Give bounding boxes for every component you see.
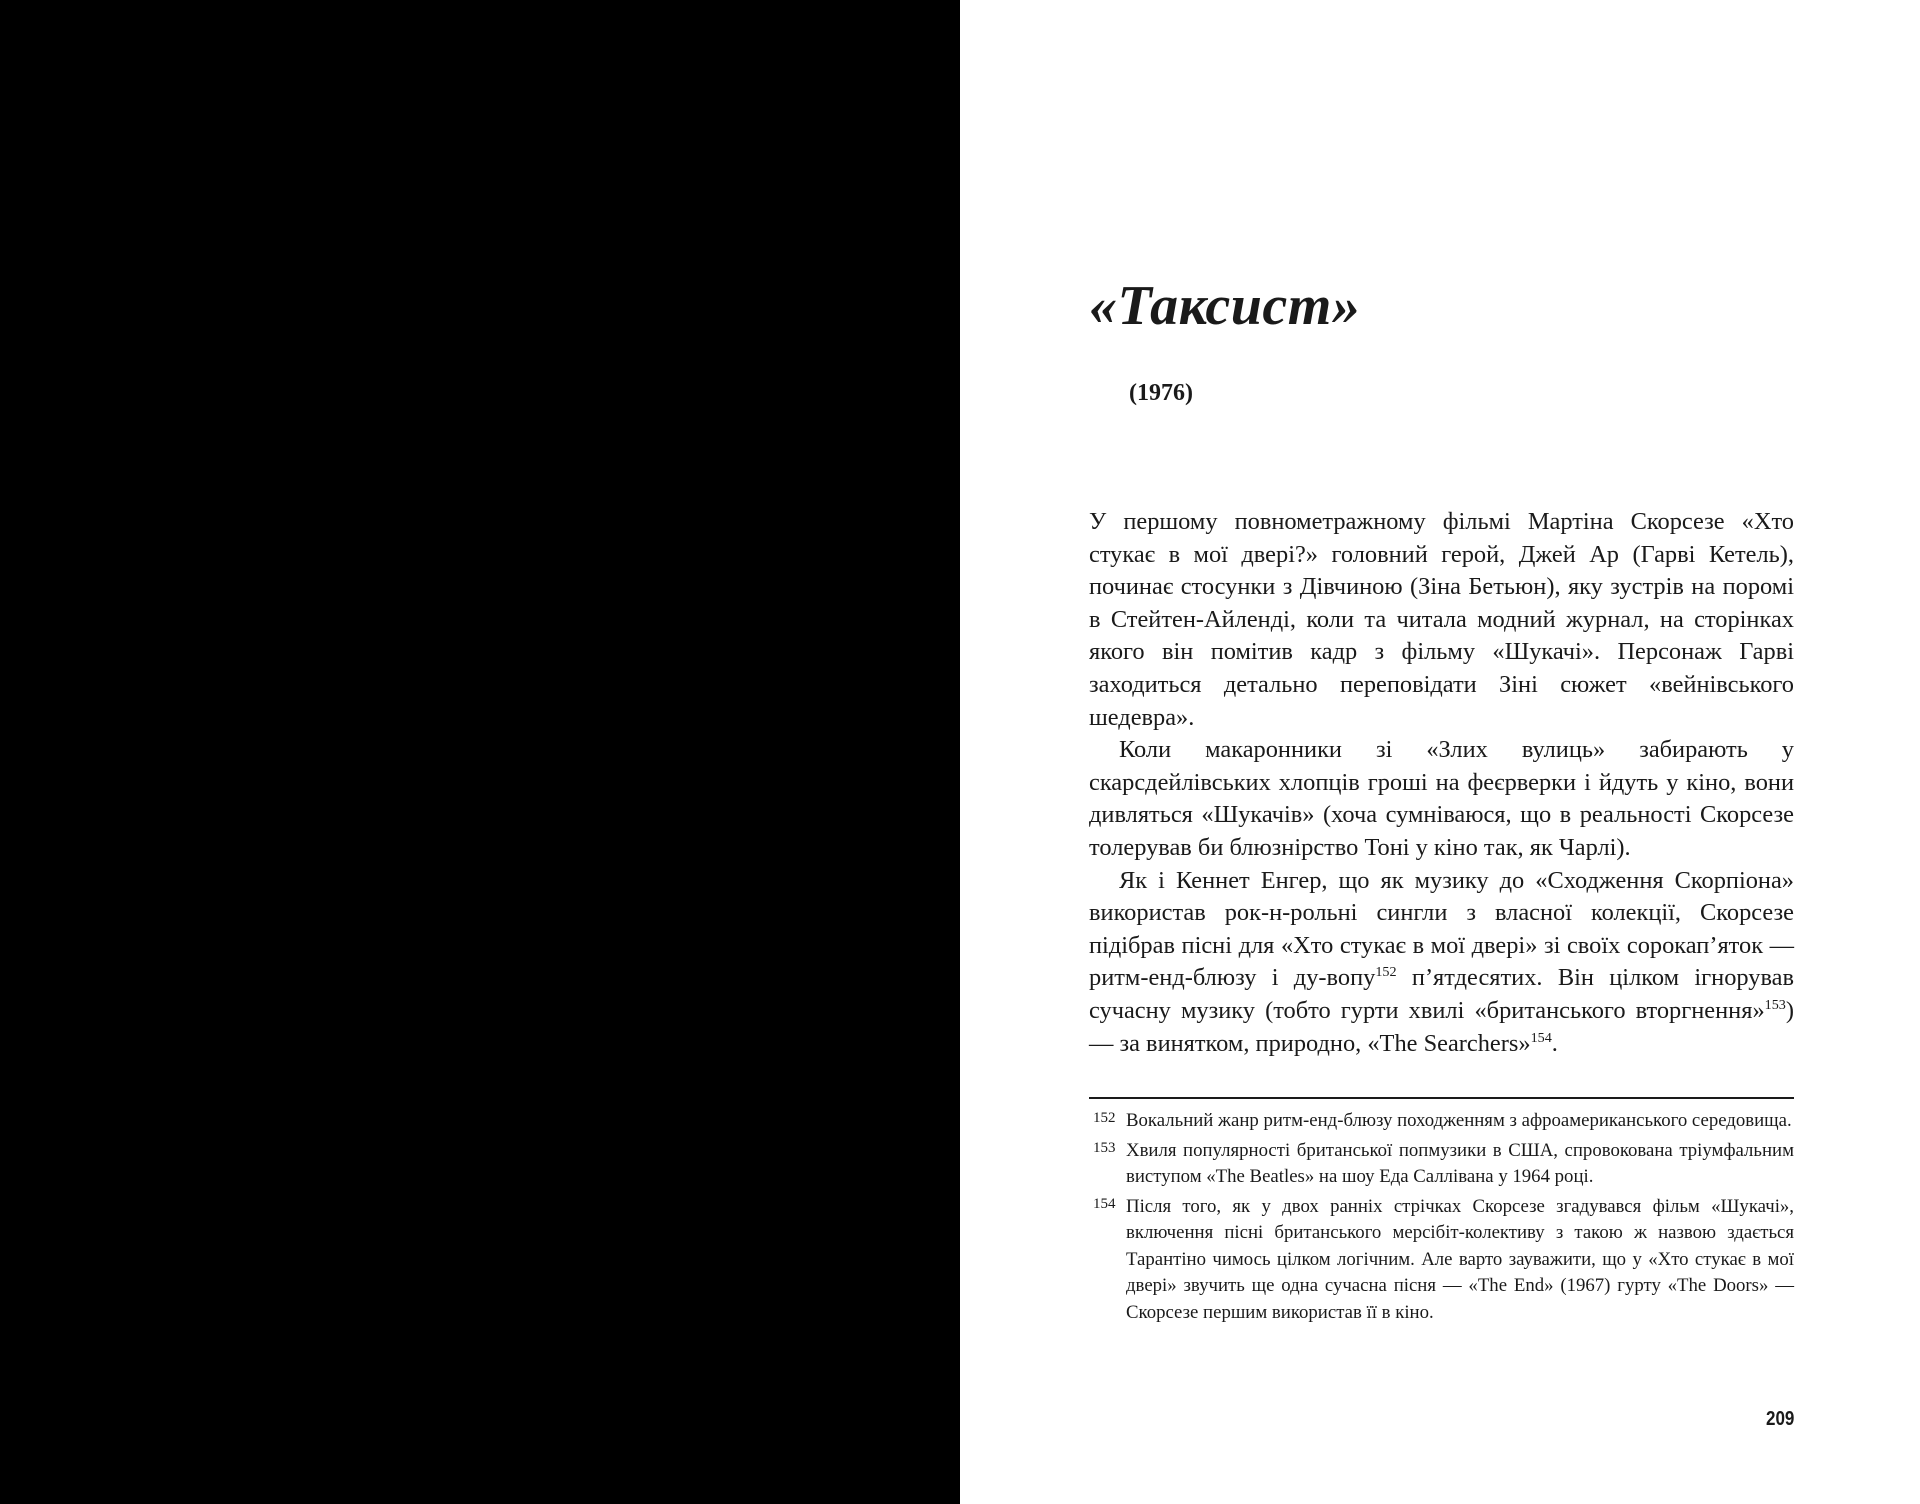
paragraph-1: [1089, 506, 1794, 734]
footnotes: [1089, 1108, 1794, 1329]
footnote-ref-153[interactable]: 153: [1764, 996, 1786, 1013]
footnote-154: [1089, 1194, 1794, 1327]
footnote-divider: [1089, 1097, 1794, 1099]
paragraph-3: [1089, 865, 1794, 1061]
paragraph-3-text-3: ) — за винятком, природно, «The Searchers»: [1089, 996, 1794, 1057]
footnote-number: 152: [1093, 1110, 1116, 1126]
footnote-ref-154[interactable]: 154: [1530, 1029, 1552, 1046]
footnote-text: Вокальний жанр ритм-енд-блюзу походженням з афроамериканського середовища.: [1126, 1110, 1792, 1131]
footnote-152: [1089, 1108, 1794, 1135]
paragraph-2: [1089, 734, 1794, 864]
paragraph-3-text-2: п’ятдесятих. Він цілком ігнорував сучасну музику (тобто гурти хвилі «британського вторгнення»: [1089, 964, 1794, 1024]
chapter-title: «Таксист»: [1089, 275, 1361, 337]
paragraph-2-text: Коли макаронники зі «Злих вулиць» забирають у скарсдейлівських хлопців гроші на феєрверки і йдуть у кіно, вони дивляться «Шукачів» (хоча сумніваюся, що в реальності Скорсезе толерував би блюзнірство Тоні у кіно так, як Чарлі).: [1089, 736, 1794, 861]
footnote-ref-152[interactable]: 152: [1375, 964, 1397, 981]
body-text: [1089, 506, 1794, 1060]
chapter-year: (1976): [1129, 380, 1193, 406]
paragraph-3-text-4: .: [1551, 1029, 1558, 1057]
footnote-number: 153: [1093, 1139, 1116, 1156]
footnote-text: Хвиля популярності британської попмузики в США, спровокована тріумфальним виступом «The Beatles» на шоу Еда Салліванa у 1964 році.: [1126, 1139, 1794, 1187]
right-page: [960, 0, 1920, 1504]
footnote-153: [1089, 1138, 1794, 1191]
paragraph-1-text: У першому повнометражному фільмі Мартіна Скорсезе «Хто стукає в мої двері?» головний герой, Джей Ар (Гарві Кетель), починає стосунки з Дівчиною (Зіна Бетьюн), яку зустрів на поромі в Стейтен-Айленді, коли та читала модний журнал, на сторінках якого він помітив кадр з фільму «Шукачі». Персонаж Гарві заходиться детально переповідати Зіні сюжет «вейнівського шедевра».: [1089, 508, 1794, 731]
footnote-number: 154: [1093, 1195, 1116, 1212]
paragraph-3-text-1: Як і Кеннет Енгер, що як музику до «Сходження Скорпіона» використав рок-н-рольні сингли з власної колекції, Скорсезе підібрав пісні для «Хто стукає в мої двері» зі своїх сорокап’яток — ритм-енд-блюзу і ду-вопу: [1089, 866, 1794, 992]
footnote-text: Після того, як у двох ранніх стрічках Скорсезе згадувався фільм «Шукачі», включення пісні британського мерсібіт-колективу з такою ж назвою здається Тарантіно чимось цілком логічним. Але варто зауважити, що у «Хто стукає в мої двері» звучить ще одна сучасна пісня — «The End» (1967) гурту «The Doors» — Скорсезе першим використав її в кіно.: [1126, 1195, 1794, 1323]
page-number: 209: [1765, 1408, 1794, 1430]
